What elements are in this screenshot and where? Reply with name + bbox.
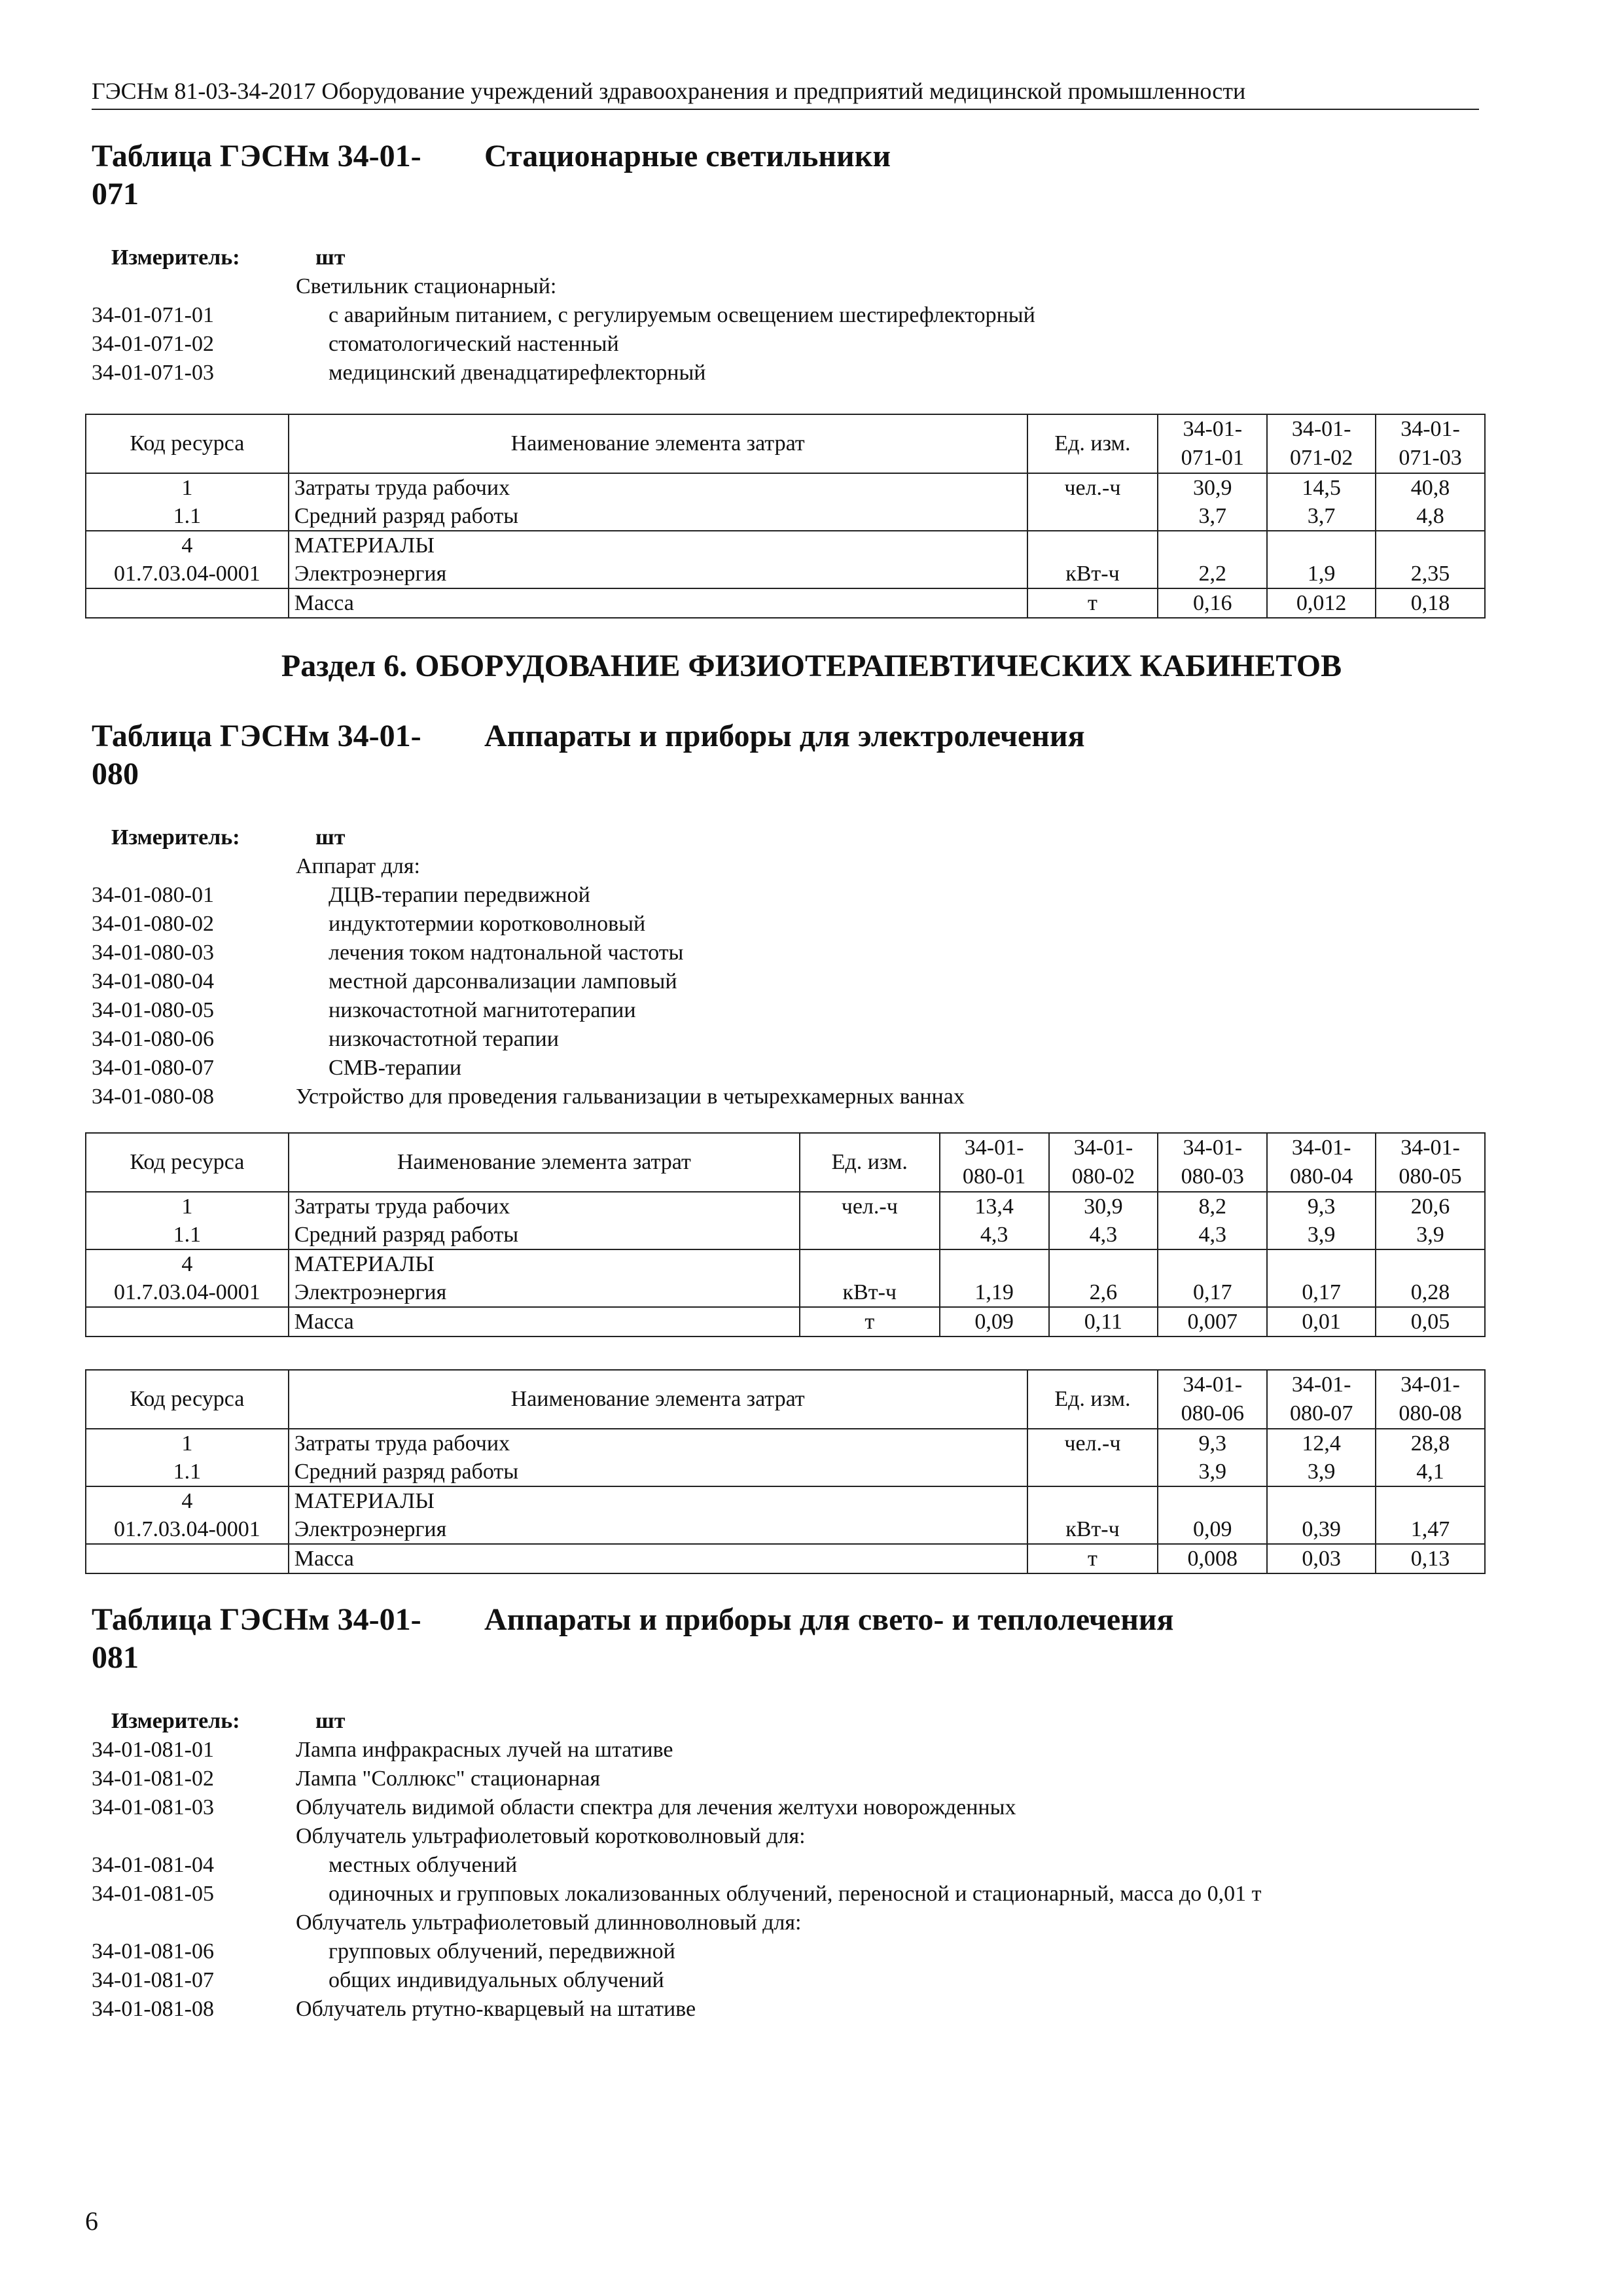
- item-desc: одиночных и групповых локализованных облучений, переносной и стационарный, масса до 0,01 т: [329, 1882, 1262, 1906]
- resource-table-080-b: [85, 1369, 1486, 1574]
- table-071-meter: [92, 243, 1035, 387]
- col-header: 34-01- 080-01: [940, 1133, 1049, 1192]
- table-row: 1 Затраты труда рабочих чел.-ч 30,9 14,5 40,8: [86, 473, 1485, 502]
- meter-unit: шт: [315, 825, 346, 850]
- table-080-name: Аппараты и приборы для электролечения: [484, 719, 1085, 753]
- table-row: 1 Затраты труда рабочих чел.-ч 13,4 30,9 8,2 9,3 20,6: [86, 1192, 1485, 1221]
- col-header: 34-01- 080-04: [1267, 1133, 1376, 1192]
- item-code: 34-01-081-01: [92, 1738, 214, 1762]
- item-desc: Лампа "Соллюкс" стационарная: [296, 1767, 601, 1791]
- table-080-title: [92, 717, 1085, 793]
- item-code: 34-01-081-05: [92, 1882, 214, 1906]
- item-desc: низкочастотной магнитотерапии: [329, 998, 636, 1022]
- table-081-number: Таблица ГЭСНм 34-01- 081: [92, 1602, 421, 1675]
- col-header: 34-01- 080-05: [1376, 1133, 1485, 1192]
- col-code-header: Код ресурса: [86, 1133, 289, 1192]
- item-code: 34-01-080-05: [92, 998, 214, 1022]
- table-071-name: Стационарные светильники: [484, 139, 891, 173]
- col-unit-header: Ед. изм.: [1027, 1370, 1158, 1429]
- meter-label: Измеритель:: [111, 245, 240, 270]
- item-desc: лечения током надтональной частоты: [329, 941, 684, 965]
- item-desc: Устройство для проведения гальванизации в четырехкамерных ваннах: [296, 1085, 965, 1109]
- meter-unit: шт: [315, 245, 346, 270]
- resource-table-071: [85, 414, 1486, 619]
- col-header: 34-01- 080-02: [1049, 1133, 1158, 1192]
- table-081-name: Аппараты и приборы для свето- и теплолечения: [484, 1602, 1174, 1637]
- table-071-title: [92, 137, 891, 213]
- item-desc: СМВ-терапии: [329, 1056, 462, 1080]
- item-code: 34-01-081-02: [92, 1767, 214, 1791]
- col-code-header: Код ресурса: [86, 414, 289, 473]
- item-code: 34-01-080-04: [92, 969, 214, 994]
- col-unit-header: Ед. изм.: [800, 1133, 940, 1192]
- meter-label: Измеритель:: [111, 825, 240, 850]
- table-row: 1.1 Средний разряд работы 3,9 3,9 4,1: [86, 1458, 1485, 1486]
- col-name-header: Наименование элемента затрат: [289, 1370, 1027, 1429]
- meter-label: Измеритель:: [111, 1709, 240, 1733]
- item-desc: медицинский двенадцатирефлекторный: [329, 361, 706, 385]
- table-row: 1.1 Средний разряд работы 4,3 4,3 4,3 3,9 3,9: [86, 1221, 1485, 1249]
- item-code: 34-01-081-04: [92, 1853, 214, 1877]
- table-row: Масса т 0,008 0,03 0,13: [86, 1544, 1485, 1573]
- item-desc: с аварийным питанием, с регулируемым освещением шестирефлекторный: [329, 303, 1035, 327]
- item-code: 34-01-080-03: [92, 941, 214, 965]
- item-desc: местной дарсонвализации ламповый: [329, 969, 677, 994]
- document-header: ГЭСНм 81-03-34-2017 Оборудование учреждений здравоохранения и предприятий медицинской промышленности: [92, 77, 1479, 110]
- item-desc: низкочастотной терапии: [329, 1027, 559, 1051]
- item-code: 34-01-080-08: [92, 1085, 214, 1109]
- table-071-number: Таблица ГЭСНм 34-01- 071: [92, 139, 421, 211]
- item-code: 34-01-071-03: [92, 361, 214, 385]
- item-code: 34-01-071-02: [92, 332, 214, 356]
- item-code: 34-01-080-02: [92, 912, 214, 936]
- item-desc: индуктотермии коротковолновый: [329, 912, 646, 936]
- col-unit-header: Ед. изм.: [1027, 414, 1158, 473]
- item-desc: Облучатель ртутно-кварцевый на штативе: [296, 1997, 696, 2021]
- col-code-header: Код ресурса: [86, 1370, 289, 1429]
- table-row: 1.1 Средний разряд работы 3,7 3,7 4,8: [86, 502, 1485, 531]
- group-label: Облучатель ультрафиолетовый коротковолновый для:: [296, 1824, 806, 1848]
- table-row: 4 МАТЕРИАЛЫ: [86, 1486, 1485, 1515]
- item-code: 34-01-071-01: [92, 303, 214, 327]
- table-row: 4 МАТЕРИАЛЫ: [86, 1249, 1485, 1278]
- table-080-meter: [92, 823, 965, 1111]
- table-row: 1 Затраты труда рабочих чел.-ч 9,3 12,4 28,8: [86, 1429, 1485, 1458]
- item-desc: Лампа инфракрасных лучей на штативе: [296, 1738, 673, 1762]
- table-row: 01.7.03.04-0001 Электроэнергия кВт-ч 0,09 0,39 1,47: [86, 1515, 1485, 1544]
- item-code: 34-01-080-01: [92, 883, 214, 907]
- item-desc: общих индивидуальных облучений: [329, 1968, 664, 1992]
- resource-table-080-a: [85, 1132, 1486, 1337]
- item-code: 34-01-081-07: [92, 1968, 214, 1992]
- table-080-number: Таблица ГЭСНм 34-01- 080: [92, 719, 421, 791]
- section-title: Раздел 6. ОБОРУДОВАНИЕ ФИЗИОТЕРАПЕВТИЧЕСКИХ КАБИНЕТОВ: [281, 649, 1342, 683]
- table-081-title: [92, 1601, 1174, 1677]
- group-label: Светильник стационарный:: [296, 274, 557, 298]
- col-header: 34-01- 080-03: [1158, 1133, 1267, 1192]
- item-desc: групповых облучений, передвижной: [329, 1939, 675, 1964]
- col-header: 34-01- 080-08: [1376, 1370, 1485, 1429]
- item-desc: местных облучений: [329, 1853, 518, 1877]
- item-code: 34-01-080-06: [92, 1027, 214, 1051]
- item-code: 34-01-081-08: [92, 1997, 214, 2021]
- col-header: 34-01- 071-03: [1376, 414, 1485, 473]
- col-name-header: Наименование элемента затрат: [289, 414, 1027, 473]
- table-row: 01.7.03.04-0001 Электроэнергия кВт-ч 1,19 2,6 0,17 0,17 0,28: [86, 1278, 1485, 1307]
- col-header: 34-01- 071-02: [1267, 414, 1376, 473]
- item-code: 34-01-080-07: [92, 1056, 214, 1080]
- item-desc: Облучатель видимой области спектра для лечения желтухи новорожденных: [296, 1795, 1016, 1820]
- group-label: Облучатель ультрафиолетовый длинноволновый для:: [296, 1910, 802, 1935]
- item-desc: ДЦВ-терапии передвижной: [329, 883, 590, 907]
- page-number: 6: [85, 2206, 98, 2236]
- item-code: 34-01-081-03: [92, 1795, 214, 1820]
- col-header: 34-01- 080-07: [1267, 1370, 1376, 1429]
- item-code: 34-01-081-06: [92, 1939, 214, 1964]
- col-header: 34-01- 071-01: [1158, 414, 1267, 473]
- item-desc: стоматологический настенный: [329, 332, 619, 356]
- col-header: 34-01- 080-06: [1158, 1370, 1267, 1429]
- meter-unit: шт: [315, 1709, 346, 1733]
- table-081-meter: [92, 1707, 1262, 2024]
- table-row: Масса т 0,16 0,012 0,18: [86, 588, 1485, 618]
- table-row: 01.7.03.04-0001 Электроэнергия кВт-ч 2,2 1,9 2,35: [86, 560, 1485, 588]
- group-label: Аппарат для:: [296, 854, 420, 878]
- table-row: Масса т 0,09 0,11 0,007 0,01 0,05: [86, 1307, 1485, 1336]
- table-row: 4 МАТЕРИАЛЫ: [86, 531, 1485, 560]
- col-name-header: Наименование элемента затрат: [289, 1133, 800, 1192]
